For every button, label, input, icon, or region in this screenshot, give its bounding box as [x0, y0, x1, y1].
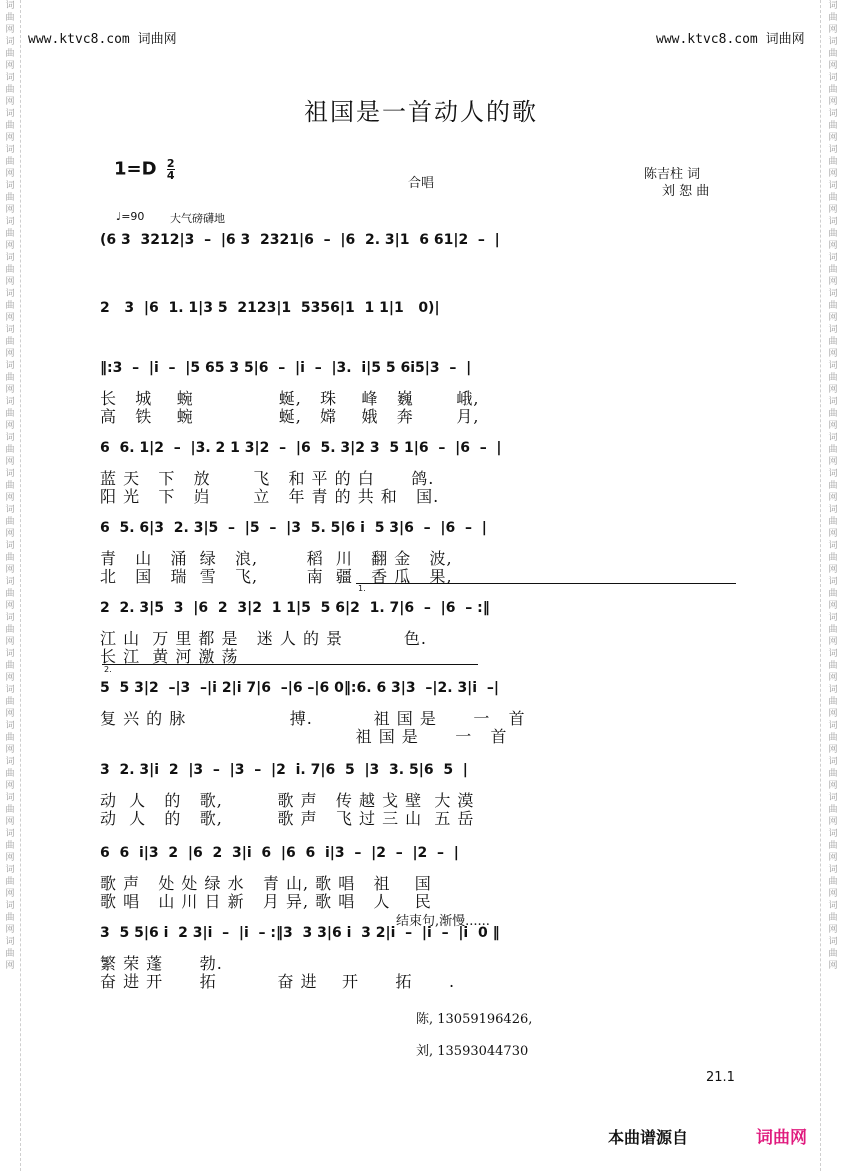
contact-liu: 刘, 13593044730	[416, 1044, 529, 1059]
right-border	[820, 0, 821, 1171]
notation-row: 6 6 i|3 2 |6 2 3|i 6 |6 6 i|3 – |2 – |2 – |	[100, 845, 459, 861]
page-reference: 21.1	[706, 1070, 735, 1085]
lyric-row: 蓝 天 下 放 飞 和 平 的 白 鸽.	[100, 469, 435, 488]
header-right-site[interactable]: 词曲网	[765, 32, 805, 47]
score-line	[100, 360, 740, 426]
lyric-row: 歌 唱 山 川 日 新 月 异, 歌 唱 人 民	[100, 892, 432, 911]
notation-row: (6 3 3212|3 – |6 3 2321|6 – |6 2. 3|1 6 61|2 – |	[100, 232, 500, 248]
lyricist: 陈吉柱 词	[644, 167, 701, 182]
song-title: 祖国是一首动人的歌	[304, 98, 538, 126]
header-left[interactable]	[28, 28, 177, 47]
time-bottom: 4	[166, 169, 175, 182]
lyric-row: 繁 荣 蓬 勃.	[100, 954, 223, 973]
lyric-row: 动 人 的 歌, 歌 声 传 越 戈 壁 大 漠	[100, 791, 475, 810]
volta-1-label: 1.	[358, 584, 366, 593]
score-line	[100, 520, 740, 586]
lyric-row: 歌 声 处 处 绿 水 青 山, 歌 唱 祖 国	[100, 874, 432, 893]
lyric-row: 奋 进 开 拓 奋 进 开 拓 .	[100, 972, 456, 991]
lyric-row: 高 铁 蜿 蜒, 嫦 娥 奔 月,	[100, 407, 480, 426]
composer: 刘 恕 曲	[662, 184, 710, 199]
score-line	[100, 600, 740, 666]
notation-row: 6 5. 6|3 2. 3|5 – |5 – |3 5. 5|6 i 5 3|6 – |6 – |	[100, 520, 487, 536]
time-signature	[167, 158, 175, 181]
volta-2-label: 2.	[104, 665, 112, 674]
lyric-row: 江 山 万 里 都 是 迷 人 的 景 色.	[100, 629, 427, 648]
volta-1-bracket	[356, 583, 736, 584]
score-line	[100, 440, 740, 506]
right-watermark: 词曲网词曲网词曲网词曲网词曲网词曲网词曲网词曲网词曲网词曲网词曲网词曲网词曲网词曲网词曲网词曲网词曲网词曲网词曲网词曲网词曲网词曲网词曲网词曲网词曲网词曲网词曲网	[828, 1, 838, 971]
score-line	[100, 762, 740, 828]
lyric-row: 长 城 蜿 蜒, 珠 峰 巍 峨,	[100, 389, 480, 408]
score-line	[100, 300, 740, 330]
time-top: 2	[166, 157, 175, 170]
contact-chen: 陈, 13059196426,	[416, 1012, 533, 1027]
score-line	[100, 925, 740, 991]
expression-mark: 大气磅礴地	[170, 212, 225, 225]
key-label: 1=D	[114, 158, 157, 180]
footer-source: 本曲谱源自	[608, 1128, 689, 1147]
notation-row: 3 2. 3|i 2 |3 – |3 – |2 i. 7|6 5 |3 3. 5|6 5 |	[100, 762, 468, 778]
notation-row: ‖:3 – |i – |5 65 3 5|6 – |i – |3. i|5 5 6i5|3 – |	[100, 360, 472, 376]
notation-row: 3 5 5|6 i 2 3|i – |i – :‖3 3 3|6 i 3 2|i – |i – |i 0 ‖	[100, 925, 500, 941]
lyric-row: 动 人 的 歌, 歌 声 飞 过 三 山 五 岳	[100, 809, 475, 828]
score-line	[100, 845, 740, 911]
lyric-row: 长 江 黄 河 激 荡	[100, 647, 239, 666]
notation-row: 2 2. 3|5 3 |6 2 3|2 1 1|5 5 6|2 1. 7|6 – |6 – :‖	[100, 600, 490, 616]
notation-row: 6 6. 1|2 – |3. 2 1 3|2 – |6 5. 3|2 3 5 1|6 – |6 – |	[100, 440, 502, 456]
lyric-row: 阳 光 下 岿 立 年 青 的 共 和 国.	[100, 487, 440, 506]
volta-2-bracket	[102, 664, 478, 665]
tempo: ♩=90	[116, 210, 145, 223]
footer-brand[interactable]: 词曲网	[756, 1128, 807, 1148]
ending-phrase: 结束句,渐慢......	[396, 914, 490, 929]
lyric-row: 北 国 瑞 雪 飞, 南 疆 香 瓜 果,	[100, 567, 453, 586]
notation-row: 2 3 |6 1. 1|3 5 2123|1 5356|1 1 1|1 0)|	[100, 300, 440, 316]
notation-row: 5 5 3|2 –|3 –|i 2|i 7|6 –|6 –|6 0‖:6. 6 3|3 –|2. 3|i –|	[100, 680, 499, 696]
left-watermark: 词曲网词曲网词曲网词曲网词曲网词曲网词曲网词曲网词曲网词曲网词曲网词曲网词曲网词曲网词曲网词曲网词曲网词曲网词曲网词曲网词曲网词曲网词曲网词曲网词曲网词曲网词曲网	[5, 1, 15, 971]
score-line	[100, 232, 740, 262]
header-left-url[interactable]: www.ktvc8.com	[28, 32, 130, 47]
lyric-row: 祖 国 是 一 首	[100, 727, 508, 746]
header-right[interactable]	[656, 28, 805, 47]
left-border	[20, 0, 21, 1171]
lyric-row: 复 兴 的 脉 搏. 祖 国 是 一 首	[100, 709, 526, 728]
header-right-url[interactable]: www.ktvc8.com	[656, 32, 758, 47]
score-line	[100, 680, 740, 746]
lyric-row: 青 山 涌 绿 浪, 稻 川 翻 金 波,	[100, 549, 453, 568]
header-left-site[interactable]: 词曲网	[137, 32, 177, 47]
key-signature	[114, 158, 175, 181]
form-label: 合唱	[408, 176, 435, 191]
